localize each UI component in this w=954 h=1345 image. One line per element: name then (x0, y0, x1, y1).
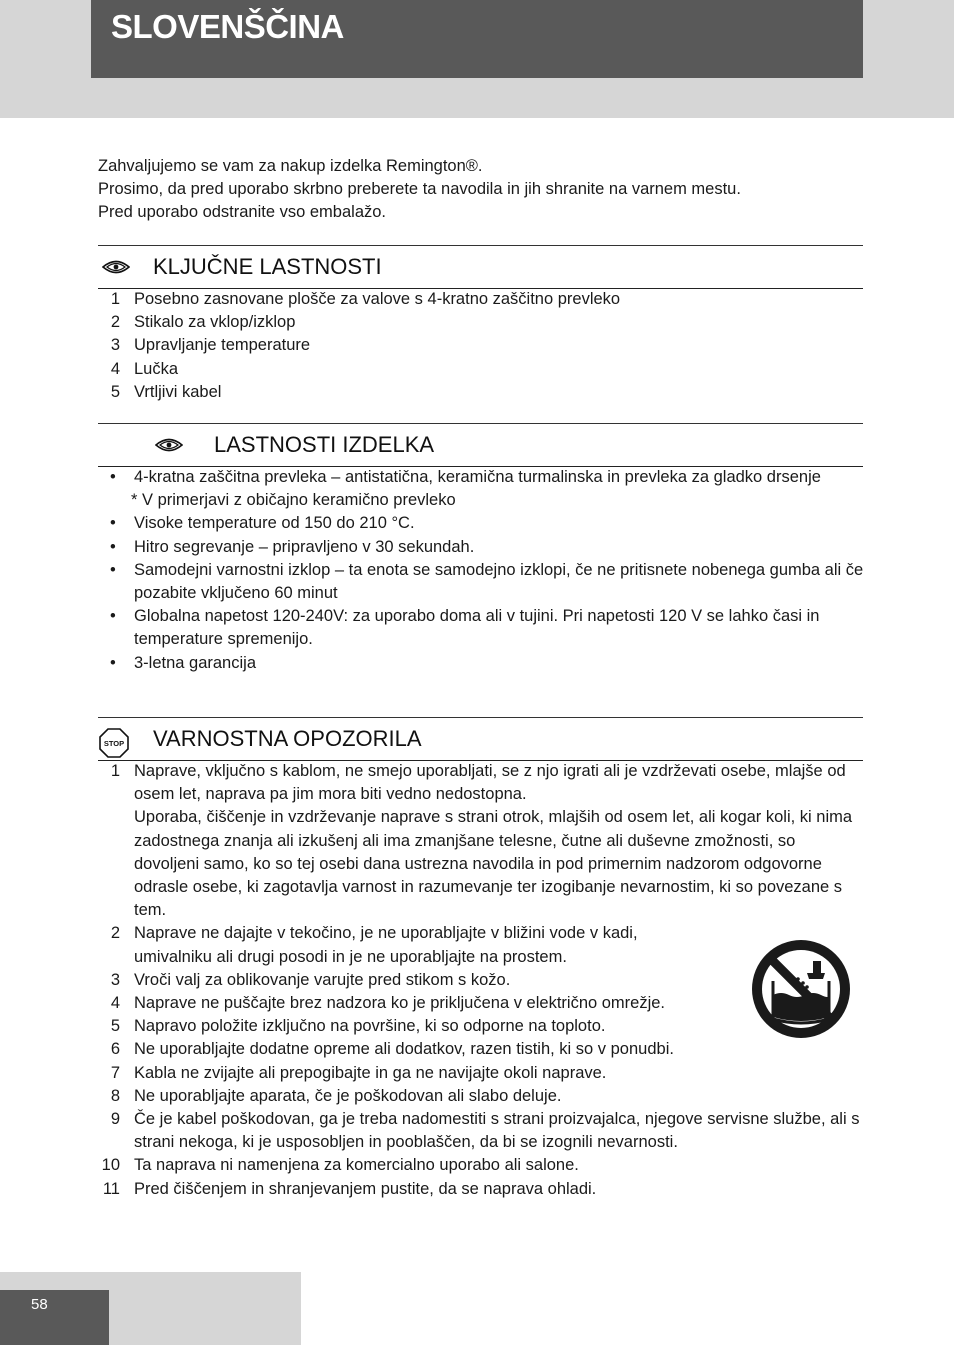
no-water-bath-icon (751, 939, 851, 1039)
section-title: LASTNOSTI IZDELKA (214, 432, 435, 457)
footnote: * V primerjavi z običajno keramično prevleko (131, 491, 456, 510)
section-safety-header (98, 717, 863, 761)
list-item: • Visoke temperature od 150 do 210 °C. (110, 514, 415, 533)
intro-text (98, 155, 741, 224)
page-number: 58 (31, 1296, 48, 1313)
intro-line: Pred uporabo odstranite vso embalažo. (98, 203, 387, 221)
list-item: • 4-kratna zaščitna prevleka – antistatična, keramična turmalinska in prevleka za gladko drsenje (110, 468, 821, 486)
list-item: 1 Naprave, vključno s kablom, ne smejo uporabljati, se z njo igrati ali je vzdrževati osebe, mlajše od osem let, naprava pa jim mora biti vedno nedostopna. (110, 762, 846, 804)
eye-icon (155, 437, 183, 458)
list-item: 3 Vroči valj za oblikovanje varujte pred stikom s kožo. (110, 970, 511, 989)
list-item: 5 Vrtljivi kabel (110, 382, 222, 401)
list-item: • 3-letna garancija (110, 653, 256, 672)
list-item: Uporaba, čiščenje in vzdrževanje naprave s strani otrok, mlajših od osem let, ali kogar koli, ki nima zadostnega znanja ali izkušenj ali ima zmanjšane telesne, čutne ali duševne zmožnosti, so dovoljeni samo, ko so tej osebi dana ustrezna navodila in pod primernim nadzorom odgovorne odrasle osebe, ki zagotavlja varnost in razumevanje ter izogibanje nevarnostim, ki so povezane s tem. (134, 808, 853, 920)
section-title: VARNOSTNA OPOZORILA (153, 726, 422, 751)
list-item: 2 Stikalo za vklop/izklop (110, 313, 296, 332)
section-key-features-header (98, 245, 863, 289)
list-item: 7 Kabla ne zvijajte ali prepogibajte in ga ne navijajte okoli naprave. (110, 1063, 607, 1082)
list-item: 11 Pred čiščenjem in shranjevanjem pustite, da se naprava ohladi. (102, 1179, 597, 1198)
safety-list (98, 760, 863, 1201)
list-item: • Hitro segrevanje – pripravljeno v 30 sekundah. (110, 537, 475, 556)
list-item: 4 Naprave ne puščajte brez nadzora ko je priključena v električno omrežje. (110, 994, 666, 1013)
list-item: 1 Posebno zasnovane plošče za valove s 4-kratno zaščitno prevleko (110, 290, 621, 308)
intro-line: Prosimo, da pred uporabo skrbno preberete ta navodila in jih shranite na varnem mestu. (98, 180, 741, 198)
stop-sign-icon (99, 728, 129, 763)
page-title: SLOVENŠČINA (111, 8, 344, 45)
eye-icon (102, 259, 130, 280)
section-title: KLJUČNE LASTNOSTI (153, 254, 382, 279)
product-features-list (98, 466, 868, 675)
list-item: 9 Če je kabel poškodovan, ga je treba nadomestiti s strani proizvajalca, njegove servisne službe, ali s strani nekoga, ki je usposobljen in pooblaščen, da bi se izognili nevarnosti. (110, 1110, 860, 1152)
list-item: 8 Ne uporabljajte aparata, če je poškodovan ali slabo deluje. (110, 1086, 562, 1105)
list-item: 5 Napravo položite izključno na površine, ki so odporne na toploto. (110, 1017, 606, 1036)
svg-text:STOP: STOP (103, 739, 125, 748)
section-product-features-header (98, 423, 863, 467)
list-item: 10 Ta naprava ni namenjena za komercialno uporabo ali salone. (101, 1156, 579, 1175)
list-item: 2 Naprave ne dajajte v tekočino, je ne uporabljajte v bližini vode v kadi, umivalniku ali drugi posodi in je ne uporabljajte na prostem. (110, 924, 638, 966)
list-item: • Samodejni varnostni izklop – ta enota se samodejno izklopi, če ne pritisnete nobenega gumba ali če pozabite vključeno 60 minut (110, 560, 864, 603)
list-item: 4 Lučka (110, 359, 179, 378)
list-item: 6 Ne uporabljajte dodatne opreme ali dodatkov, razen tistih, ki so v ponudbi. (110, 1040, 674, 1059)
title-box (91, 0, 863, 78)
list-item: 3 Upravljanje temperature (110, 336, 311, 355)
list-item: • Globalna napetost 120-240V: za uporabo doma ali v tujini. Pri napetosti 120 V se lahko časi in temperature spremenijo. (110, 607, 820, 649)
page-number-box (0, 1290, 109, 1345)
key-features-list (98, 288, 868, 404)
intro-line: Zahvaljujemo se vam za nakup izdelka Remington®. (98, 157, 483, 175)
